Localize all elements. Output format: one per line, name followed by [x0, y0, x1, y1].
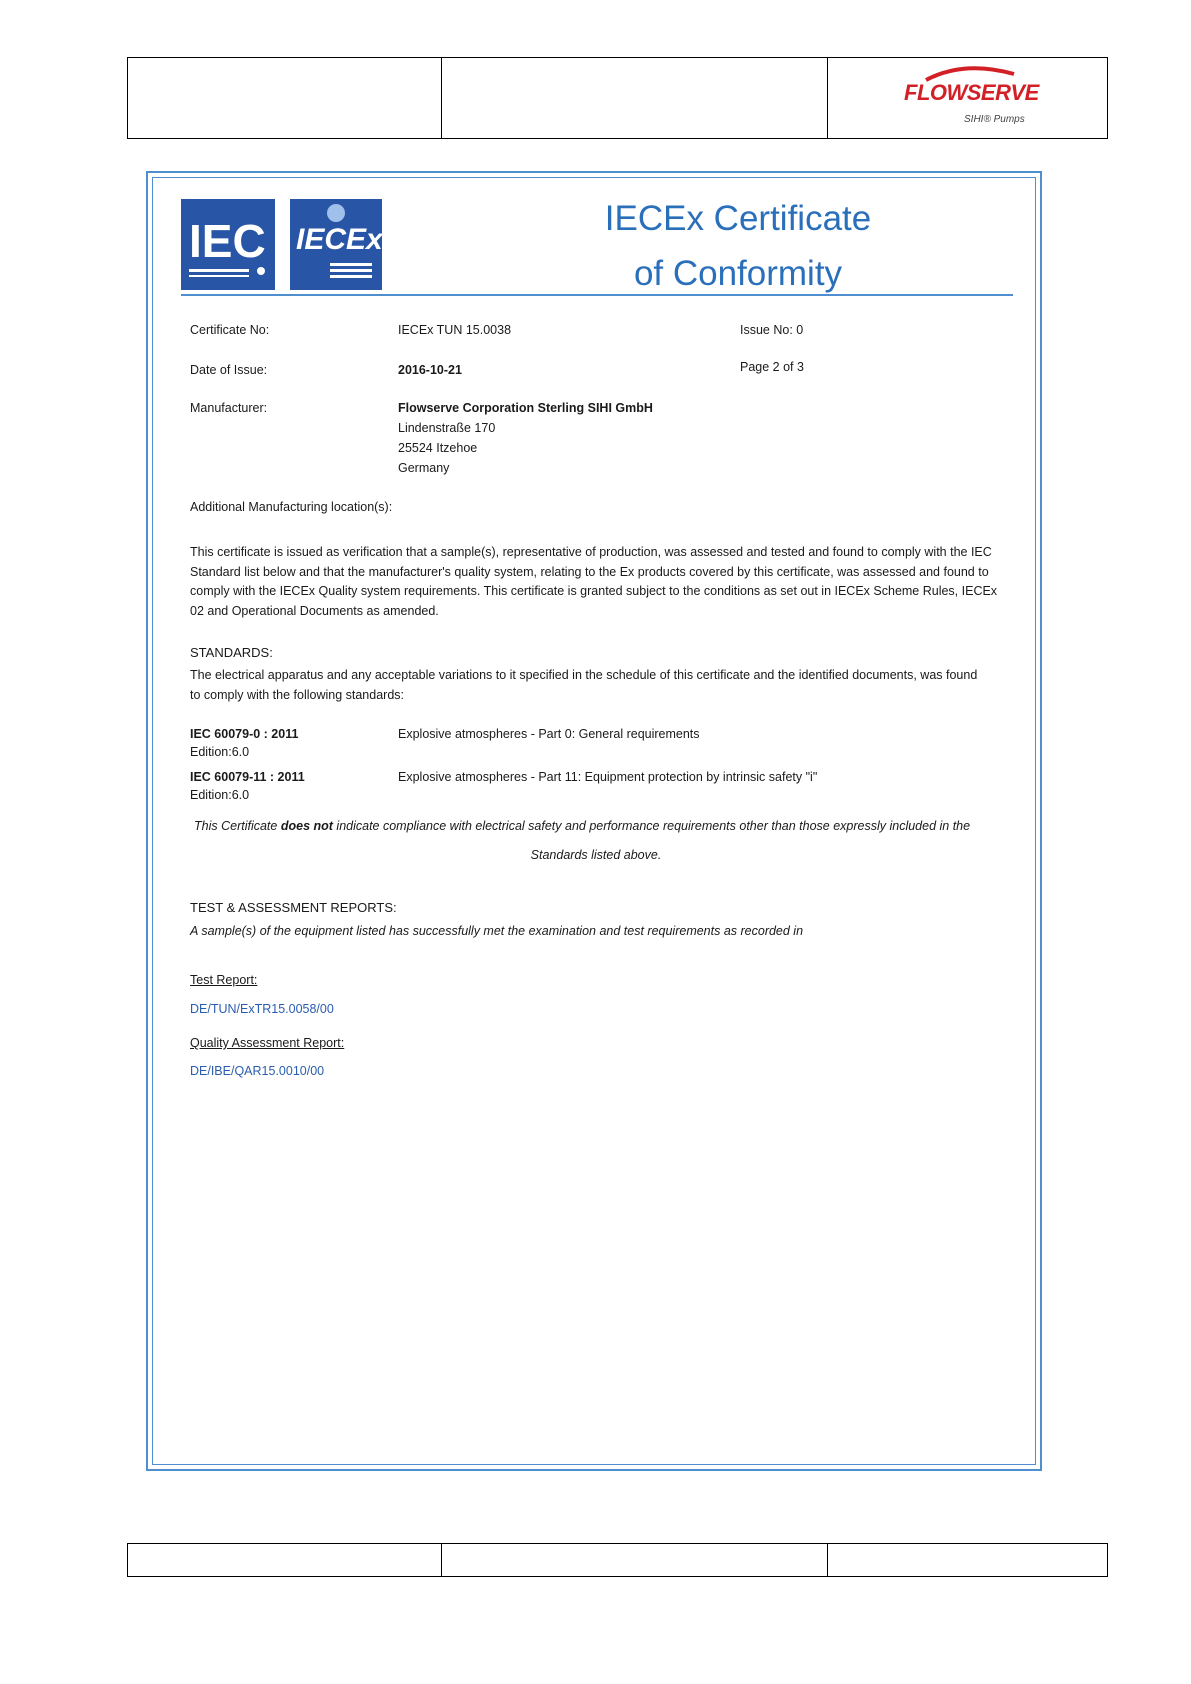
- qar-label: Quality Assessment Report:: [190, 1036, 345, 1050]
- iecex-logo-icon: [290, 199, 382, 290]
- reports-heading: TEST & ASSESSMENT REPORTS:: [190, 900, 397, 915]
- page-number: Page 2 of 3: [740, 360, 804, 374]
- footer-cell-left: [128, 1544, 442, 1576]
- test-report-link[interactable]: DE/TUN/ExTR15.0058/00: [190, 1002, 334, 1016]
- header-table: [127, 57, 1108, 139]
- standards-heading: STANDARDS:: [190, 645, 273, 660]
- standard-title: Explosive atmospheres - Part 0: General requirements: [398, 727, 700, 741]
- date-label: Date of Issue:: [190, 363, 268, 377]
- header-cell-middle: [442, 58, 828, 138]
- manufacturer-street: Lindenstraße 170: [398, 421, 496, 435]
- standard-code: IEC 60079-0 : 2011: [190, 727, 299, 741]
- title-line-1: IECEx Certificate: [604, 199, 872, 238]
- standard-title: Explosive atmospheres - Part 11: Equipment protection by intrinsic safety "i": [398, 770, 818, 784]
- manufacturer-city: 25524 Itzehoe: [398, 441, 478, 455]
- footer-table: [127, 1543, 1108, 1577]
- flowserve-sub: SIHI® Pumps: [964, 114, 1025, 125]
- disclaimer-line-2: Standards listed above.: [530, 848, 662, 862]
- flowserve-wordmark: FLOWSERVE: [904, 80, 1039, 105]
- certificate-title: [538, 191, 938, 301]
- flowserve-logo: [904, 70, 1044, 130]
- cert-no-label: Certificate No:: [190, 323, 270, 337]
- title-divider: [181, 294, 1013, 296]
- manufacturer-label: Manufacturer:: [190, 401, 268, 415]
- manufacturer-name: Flowserve Corporation Sterling SIHI GmbH: [398, 401, 653, 415]
- title-line-2: of Conformity: [633, 254, 843, 293]
- header-cell-logo: [828, 58, 1107, 138]
- footer-cell-right: [828, 1544, 1107, 1576]
- qar-link[interactable]: DE/IBE/QAR15.0010/00: [190, 1064, 325, 1078]
- standard-edition: Edition:6.0: [190, 788, 250, 802]
- disclaimer-line-1: This Certificate does not indicate compliance with electrical safety and performance requirements other than those expressly included in the: [194, 819, 971, 833]
- svg-text:IECEx: IECEx: [296, 223, 382, 256]
- reports-intro: A sample(s) of the equipment listed has successfully met the examination and test requirements as recorded in: [190, 924, 804, 938]
- manufacturer-country: Germany: [398, 461, 450, 475]
- standard-code: IEC 60079-11 : 2011: [190, 770, 305, 784]
- issue-no: Issue No: 0: [740, 323, 804, 337]
- additional-locations-label: Additional Manufacturing location(s):: [190, 500, 393, 514]
- standards-intro: The electrical apparatus and any acceptable variations to it specified in the schedule of this certificate and the identified documents, was found to comply with the following standards:: [190, 668, 978, 702]
- iecex-logo: [290, 199, 382, 290]
- cert-no-value: IECEx TUN 15.0038: [398, 323, 512, 337]
- iec-logo-icon: [181, 199, 275, 290]
- intro-paragraph: This certificate is issued as verification that a sample(s), representative of production, was assessed and tested and found to comply with the IEC Standard list below and that the manufacturer's quality system, relating to the Ex products covered by this certificate, was assessed and found to comply with the IECEx Quality system requirements. This certificate is granted subject to the conditions as set out in IECEx Scheme Rules, IECEx 02 and Operational Documents as amended.: [190, 545, 998, 618]
- iec-logo: [181, 199, 275, 290]
- date-value: 2016-10-21: [398, 363, 462, 377]
- svg-text:IEC: IEC: [189, 215, 266, 267]
- footer-cell-middle: [442, 1544, 828, 1576]
- standard-edition: Edition:6.0: [190, 745, 250, 759]
- header-cell-left: [128, 58, 442, 138]
- certificate-frame: [146, 171, 1042, 1471]
- test-report-label: Test Report:: [190, 973, 258, 987]
